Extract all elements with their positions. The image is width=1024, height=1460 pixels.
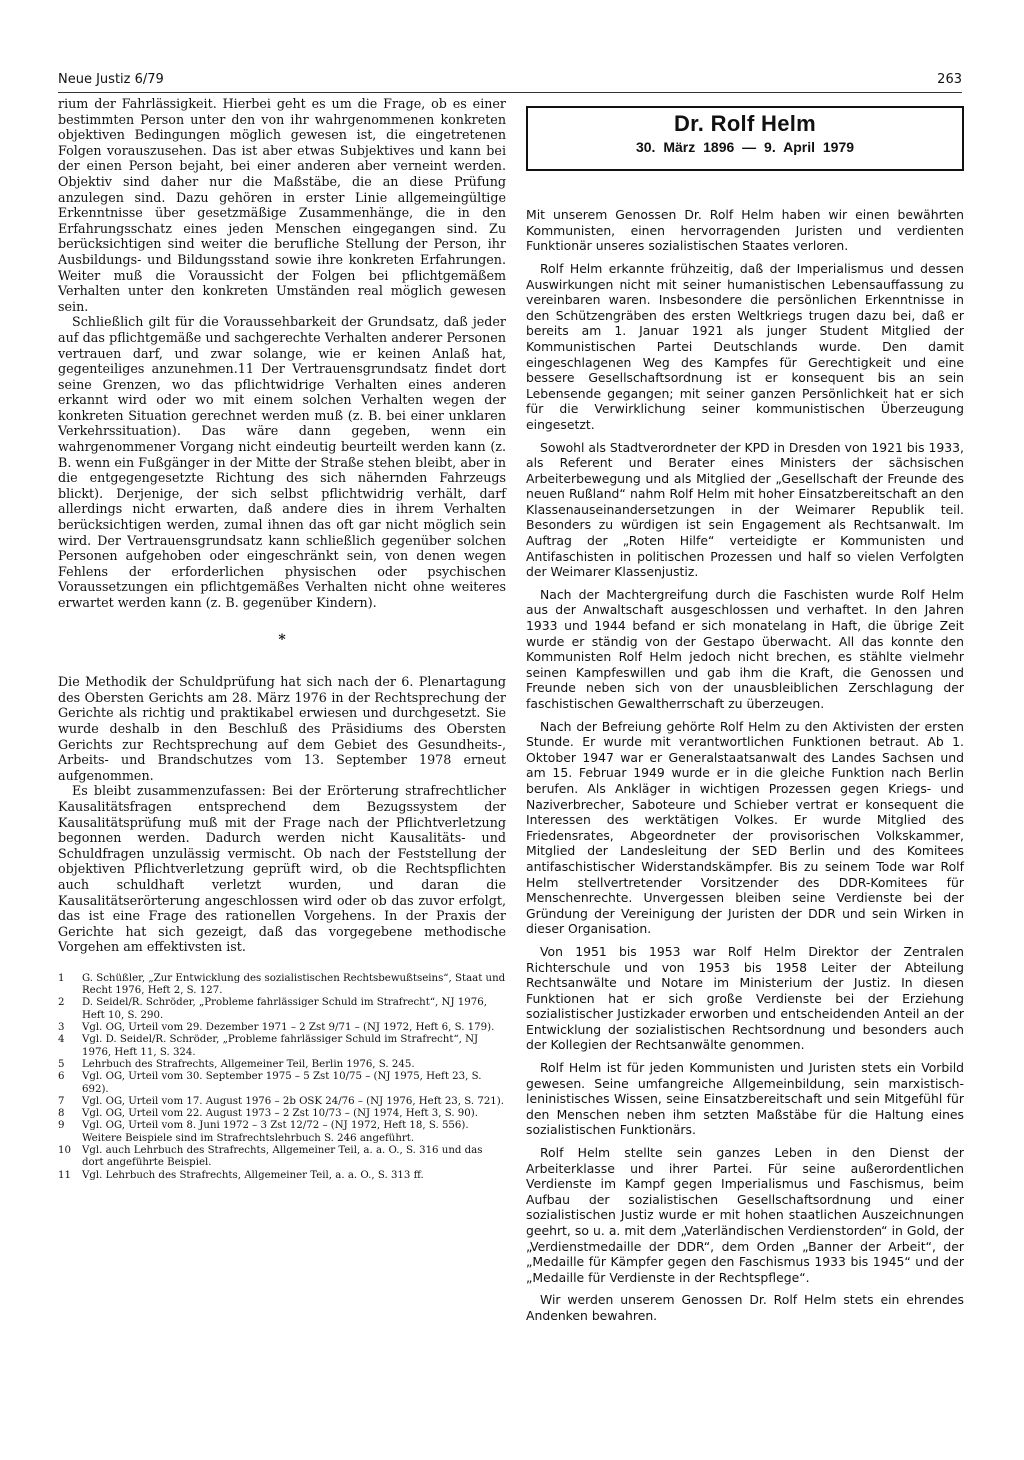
journal-title: Neue Justiz 6/79 [58,72,164,87]
obituary-paragraph-2: Rolf Helm erkannte frühzeitig, daß der Imperialismus und dessen Auswirkungen nicht mit seiner humanistischen Lebensauffassung zu vereinbaren waren. Insbesondere die persönlichen Erkenntnisse in den Schützengräben des ersten Weltkriegs trugen dazu bei, daß er bereits am 1. Januar 1921 als junger Student Mitglied der Kommunistischen Partei Deutschlands wurde. Den damit eingeschlagenen Weg des Kampfes für Gerechtigkeit und eine bessere Gesellschaftsordnung ist er konsequent bis an sein Lebensende gegangen; mit seiner ganzen Persönlichkeit hat er sich für die Verwirklichung seiner kommunistischen Überzeugung eingesetzt. [526,260,964,432]
footnote-text: Vgl. OG, Urteil vom 8. Juni 1972 – 3 Zst 12/72 – (NJ 1972, Heft 18, S. 556). Weitere Beispiele sind im Strafrechtslehrbuch S. 246 angeführt. [82,1120,469,1144]
footnote [58,1096,506,1108]
obituary-paragraph-3: Sowohl als Stadtverordneter der KPD in Dresden von 1921 bis 1933, als Referent und Berater eines Ministers der sächsischen Arbeiterbewegung und als Mitglied der „Gesellschaft der Freunde des neuen Rußland“ nahm Rolf Helm mit hoher Einsatzbereitschaft an den Klassenauseinandersetzungen in der Weimarer Republik teil. Besonders zu würdigen ist sein Engagement als Rechtsanwalt. Im Auftrag der „Roten Hilfe“ verteidigte er Kommunisten und Antifaschisten in politischen Prozessen und half so vielen Verfolgten der Weimarer Klassenjustiz. [526,439,964,580]
footnote [58,1145,506,1170]
header-rule [58,92,962,93]
footnote [58,1108,506,1120]
footnote [58,1059,506,1071]
footnote-text: Vgl. OG, Urteil vom 30. September 1975 – 5 Zst 10/75 – (NJ 1975, Heft 23, S. 692). [82,1071,482,1095]
section-separator: * [278,631,286,648]
left-paragraph-4: Es bleibt zusammenzufassen: Bei der Erörterung strafrechtlicher Kausalitätsfragen entsprechend dem Bezugssystem der Kausalitätsprüfung muß mit der Frage nach der Pflichtverletzung begonnen werden. Dadurch werden nicht Kausalitäts- und Schuldfragen unzulässig vermischt. Ob nach der Feststellung der objektiven Pflichtverletzung geprüft wird, ob die Rechtspflichten auch schuldhaft verletzt wurden, und daran die Kausalitätserörterung angeschlossen wird oder ob das zuvor erfolgt, das ist eine Frage des rationellen Vorgehens. In der Praxis der Gerichte hat sich gezeigt, daß das vorgegebene methodische Vorgehen am effektivsten ist. [58,783,506,955]
footnote-number: 5 [58,1058,65,1070]
obituary-paragraph-1: Mit unserem Genossen Dr. Rolf Helm haben wir einen bewährten Kommunisten, einen hervorragenden Juristen und verdienten Funktionär unseres sozialistischen Staates verloren. [526,207,964,254]
footnotes [58,973,506,1182]
footnote-number: 2 [58,997,65,1009]
footnote-text: Vgl. OG, Urteil vom 17. August 1976 – 2b OSK 24/76 – (NJ 1976, Heft 23, S. 721). [82,1095,505,1107]
obituary-paragraph-7: Rolf Helm ist für jeden Kommunisten und Juristen stets ein Vorbild gewesen. Seine umfangreiche Allgemeinbildung, sein marxistisch-leninistisches Wissen, seine Einsatzbereitschaft und sein Mitgefühl für den Menschen neben ihm setzten Maßstäbe für die Haltung eines sozialistischen Funktionärs. [526,1060,964,1138]
footnote [58,1034,506,1059]
page-number: 263 [937,72,962,87]
footnote-number: 7 [58,1095,65,1107]
obituary-paragraph-8: Rolf Helm stellte sein ganzes Leben in den Dienst der Arbeiterklasse und ihrer Partei. Für seine außerordentlichen Verdienste im Kampf gegen Imperialismus und Faschismus, beim Aufbau der sozialistischen Gesellschaftsordnung und einer sozialistischen Justiz wurde er mit hohen staatlichen Auszeichnungen geehrt, so u. a. mit dem „Vaterländischen Verdienstorden“ in Gold, der „Verdienstmedaille der DDR“, dem Orden „Banner der Arbeit“, der „Medaille für Kämpfer gegen den Faschismus 1933 bis 1945“ und der „Medaille für Verdienste in der Rechtspflege“. [526,1145,964,1285]
footnote-text: Vgl. D. Seidel/R. Schröder, „Probleme fahrlässiger Schuld im Strafrecht“, NJ 1976, Heft 11, S. 324. [82,1034,479,1058]
footnote-number: 8 [58,1108,65,1120]
footnote [58,1120,506,1145]
footnote [58,973,506,998]
obituary-name: Dr. Rolf Helm [673,111,817,136]
footnote-text: D. Seidel/R. Schröder, „Probleme fahrlässiger Schuld im Strafrecht“, NJ 1976, Heft 10, S. 290. [82,997,487,1021]
left-column [58,96,506,1182]
obituary-dates: 30. März 1896 — 9. April 1979 [635,138,855,155]
obituary-paragraph-6: Von 1951 bis 1953 war Rolf Helm Direktor der Zentralen Richterschule und von 1953 bis 1958 Leiter der Abteilung Rechtsanwälte und Notare im Ministerium der Justiz. In diesen Funktionen hat er sich große Verdienste bei der Erziehung sozialistischer Justizkader erworben und entscheidenden Anteil an der Entwicklung der sozialistischen Rechtsordnung und besonders auch der Kollegien der Rechtsanwälte genommen. [526,943,964,1053]
left-paragraph-1: rium der Fahrlässigkeit. Hierbei geht es um die Frage, ob es einer bestimmten Person unter den von ihr wahrgenommenen konkreten objektiven Bedingungen möglich gewesen ist, die eingetretenen Folgen vorauszusehen. Das ist aber etwas Subjektives und kann bei der einen Person bejaht, bei einer anderen aber verneint werden. Objektiv sind daher nur die Maßstäbe, die an diese Prüfung anzulegen sind. Dazu gehören in erster Linie allgemeingültige Erkenntnisse über gesetzmäßige Zusammenhänge, die in den Erfahrungsschatz eines jeden Menschen eingegangen sind. Zu berücksichtigen sind weiter die berufliche Stellung der Person, ihr Ausbildungs- und Bildungsstand sowie ihre konkreten Erfahrungen. Weiter muß die Voraussicht der Folgen bei pflichtgemäßem Verhalten unter den konkreten Umständen real möglich gewesen sein. [58,96,506,314]
footnote [58,997,506,1022]
footnote [58,1022,506,1034]
footnote [58,1071,506,1096]
footnote-number: 1 [58,972,65,984]
footnote-text: G. Schüßler, „Zur Entwicklung des sozialistischen Rechtsbewußtseins“, Staat und Recht 1976, Heft 2, S. 127. [82,972,506,997]
footnote-text: Vgl. OG, Urteil vom 29. Dezember 1971 – 2 Zst 9/71 – (NJ 1972, Heft 6, S. 179). [82,1022,495,1034]
obituary-box [526,106,964,171]
footnote-number: 9 [58,1120,65,1132]
footnote-number: 11 [58,1169,71,1181]
left-paragraph-3: Die Methodik der Schuldprüfung hat sich nach der 6. Plenartagung des Obersten Gerichts am 28. März 1976 in der Rechtsprechung der Gerichte als richtig und praktikabel erwiesen und durchgesetzt. Sie wurde deshalb in den Beschluß des Präsidiums des Obersten Gerichts zur Rechtsprechung auf dem Gebiet des Gesundheits-, Arbeits- und Brandschutzes vom 13. September 1978 erneut aufgenommen. [58,674,506,783]
obituary-paragraph-5: Nach der Befreiung gehörte Rolf Helm zu den Aktivisten der ersten Stunde. Er wurde mit verantwortlichen Funktionen betraut. Ab 1. Oktober 1947 war er Generalstaatsanwalt des Landes Sachsen und am 15. Februar 1949 wurde er in die gleiche Funktion nach Berlin berufen. Als Ankläger in wichtigen Prozessen gegen Kriegs- und Naziverbrecher, Saboteure und Schieber vertrat er konsequent die Interessen des werktätigen Volkes. Er wurde Mitglied des Friedensrates, Abgeordneter der provisorischen Volkskammer, Mitglied der Landesleitung der SED Berlin und des Komitees antifaschistischer Widerstandskämpfer. Bis zu seinem Tode war Rolf Helm stellvertretender Vorsitzender des DDR-Komitees für Menschenrechte. Unvergessen bleiben seine Verdienste bei der Gründung der Vereinigung der Juristen der DDR und sein Wirken in dieser Organisation. [526,718,964,937]
footnote-text: Vgl. auch Lehrbuch des Strafrechts, Allgemeiner Teil, a. a. O., S. 316 und das dort angeführte Beispiel. [82,1145,483,1169]
footnote-number: 6 [58,1071,65,1083]
footnote [58,1170,506,1182]
right-column [526,96,964,1331]
left-paragraph-2: Schließlich gilt für die Voraussehbarkeit der Grundsatz, daß jeder auf das pflichtgemäße und sachgerechte Verhalten anderer Personen vertrauen darf, und zwar solange, wie er keinen Anlaß hat, gegenteiliges anzunehmen.11 Der Vertrauensgrundsatz findet dort seine Grenzen, wo das pflichtwidrige Verhalten eines anderen erkannt wird oder wo mit einem solchen Verhalten wegen der konkreten Situation gerechnet werden muß (z. B. bei einer unklaren Verkehrssituation). Das wäre dann gegeben, wenn ein wahrgenommener Vorgang nicht eindeutig beurteilt werden kann (z. B. wenn ein Fußgänger in der Mitte der Straße stehen bleibt, aber in die entgegengesetzte Richtung des sich nähernden Fahrzeugs blickt). Derjenige, der sich selbst pflichtwidrig verhält, darf allerdings nicht erwarten, daß andere dies in ihrem Verhalten berücksichtigen werden, zumal ihnen das oft gar nicht möglich sein wird. Der Vertrauensgrundsatz kann schließlich gegenüber solchen Personen aufgehoben oder eingeschränkt sein, von denen wegen Fehlens der erforderlichen physischen oder psychischen Voraussetzungen ein pflichtgemäßes Verhalten nicht ohne weiteres erwartet werden kann (z. B. gegenüber Kindern). [58,314,506,610]
footnote-text: Lehrbuch des Strafrechts, Allgemeiner Teil, Berlin 1976, S. 245. [82,1058,415,1070]
footnote-text: Vgl. OG, Urteil vom 22. August 1973 – 2 Zst 10/73 – (NJ 1974, Heft 3, S. 90). [82,1108,478,1120]
footnote-number: 3 [58,1022,65,1034]
obituary-paragraph-4: Nach der Machtergreifung durch die Faschisten wurde Rolf Helm aus der Anwaltschaft ausgeschlossen und verhaftet. In den Jahren 1933 und 1944 befand er sich monatelang in Haft, die übrige Zeit wurde er ständig von der Gestapo überwacht. All das konnte den Kommunisten Rolf Helm jedoch nicht brechen, es stählte vielmehr seinen Kampfeswillen und gab ihm die Kraft, die Genossen und Freunde neben sich von der unausbleiblichen Zerschlagung der faschistischen Gewaltherrschaft zu überzeugen. [526,586,964,711]
footnote-text: Vgl. Lehrbuch des Strafrechts, Allgemeiner Teil, a. a. O., S. 313 ff. [82,1169,424,1181]
footnote-number: 10 [58,1145,71,1157]
obituary-paragraph-9: Wir werden unserem Genossen Dr. Rolf Helm stets ein ehrendes Andenken bewahren. [526,1292,964,1323]
footnote-number: 4 [58,1034,65,1046]
